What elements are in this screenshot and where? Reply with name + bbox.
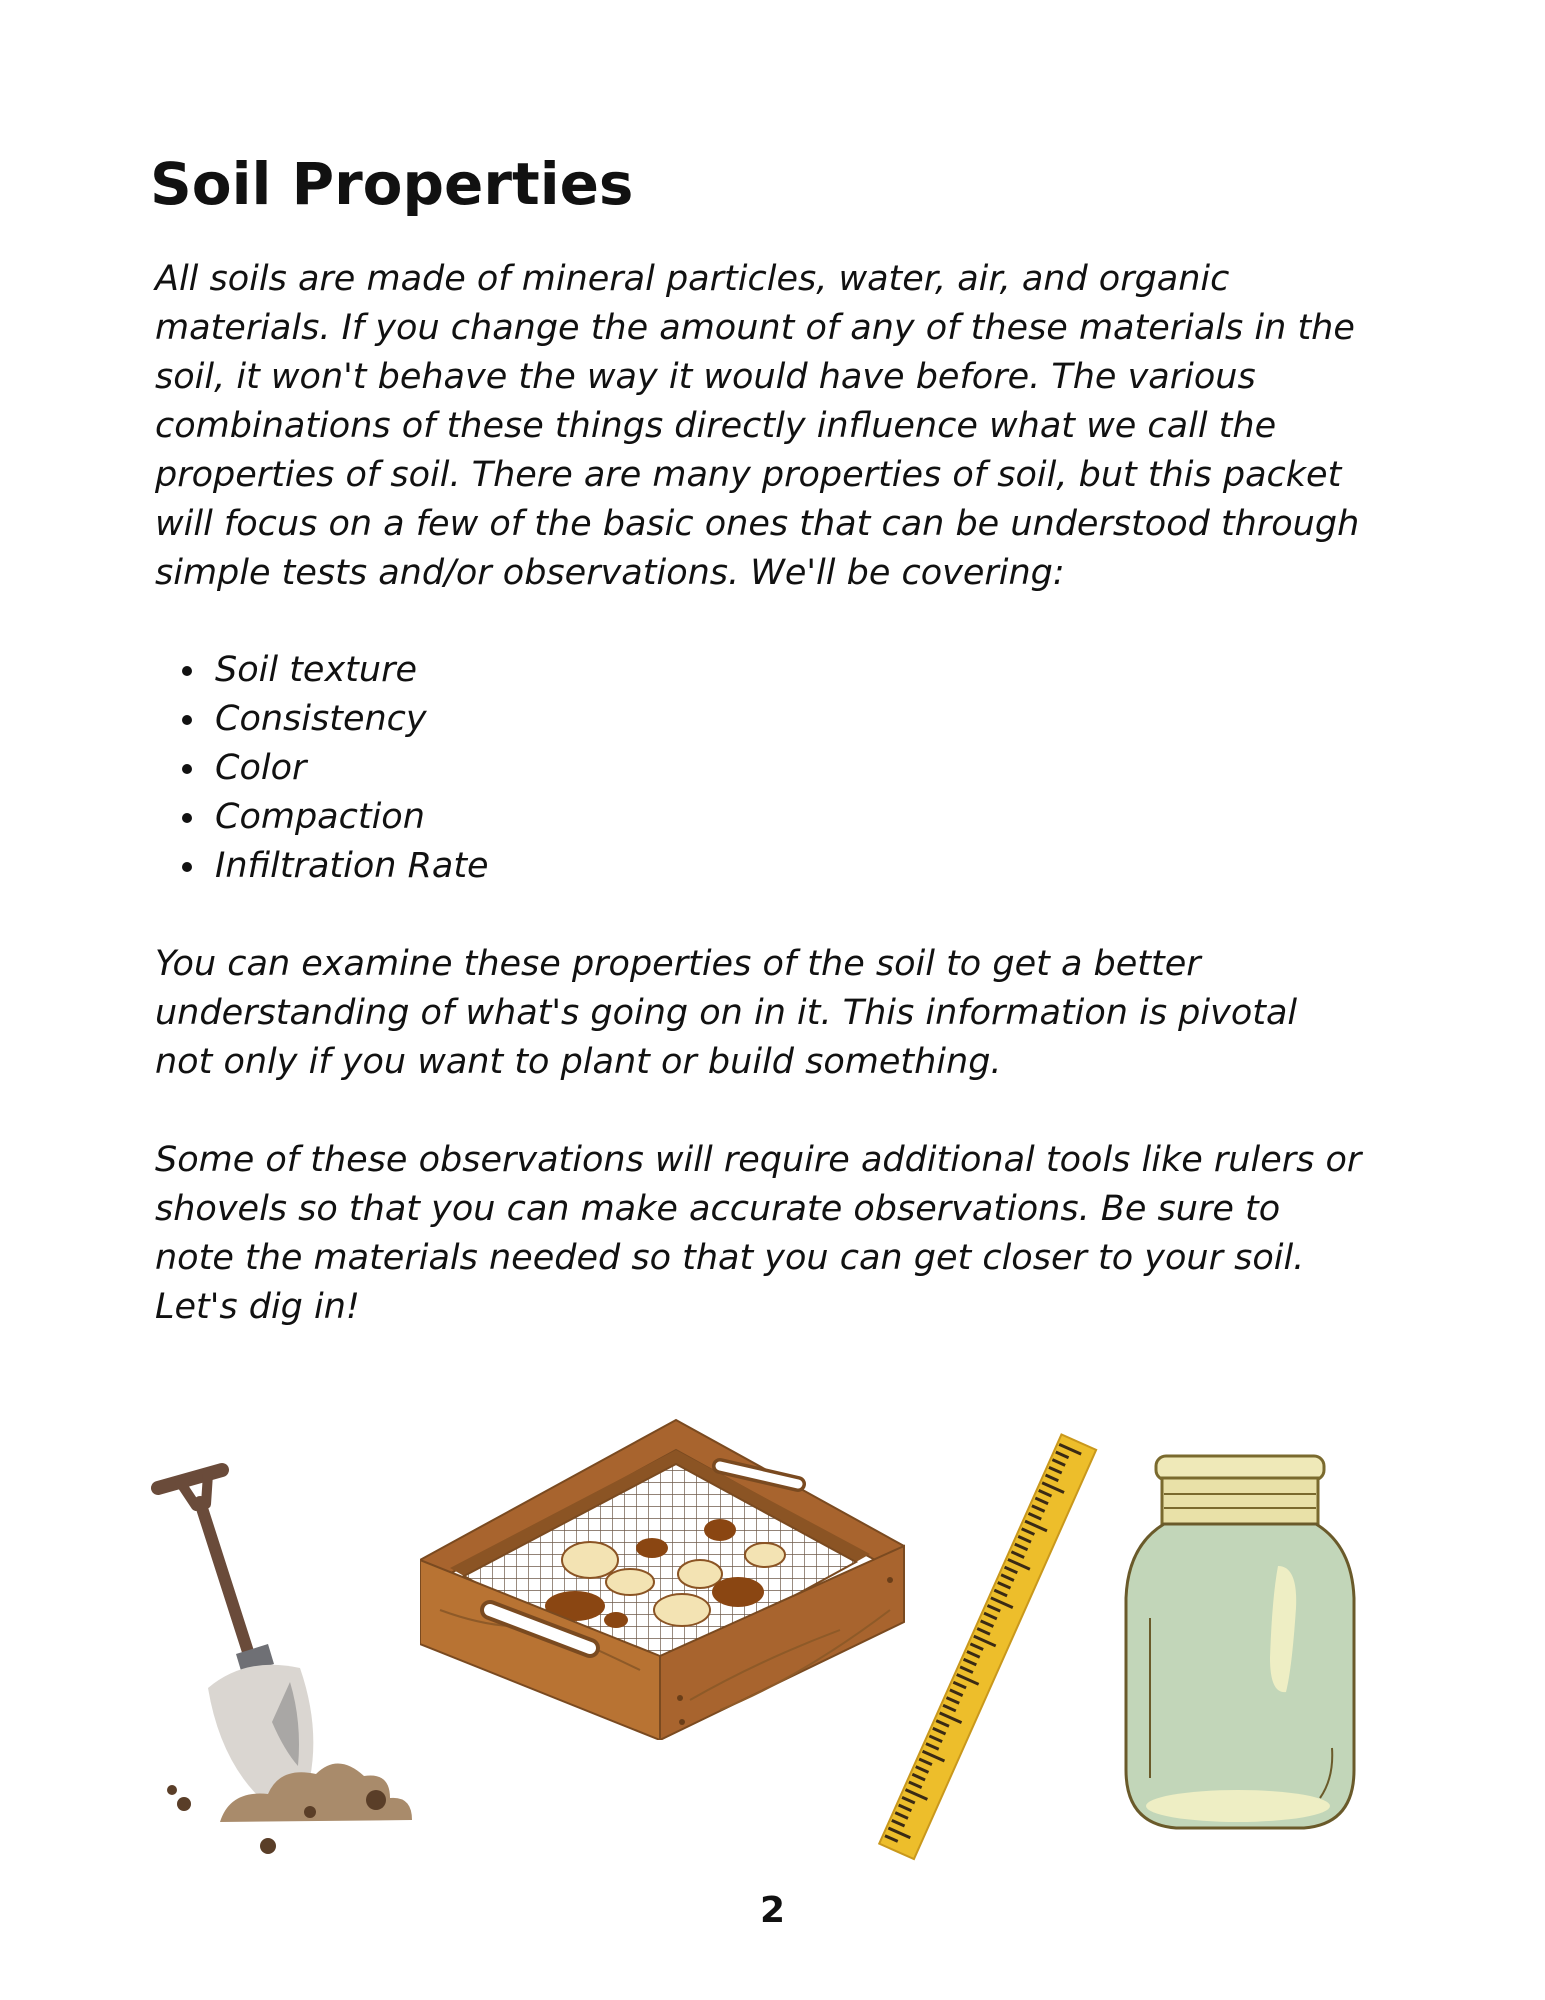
soil-sieve-icon bbox=[420, 1410, 920, 1740]
intro-paragraph: All soils are made of mineral particles, water, air, and organic materials. If you change the amount of any of these materials in the soil, it won't behave the way it would have before. The various combinations of these things directly influence what we call the properties of soil. There are many properties of soil, but this packet will focus on a few of the basic ones that can be understood through simple tests and/or observations. We'll be covering: bbox=[155, 259, 1360, 593]
list-item: Color bbox=[215, 744, 489, 793]
list-item: Consistency bbox=[215, 695, 489, 744]
properties-list bbox=[155, 646, 489, 891]
mason-jar-icon bbox=[1120, 1448, 1360, 1838]
list-item: Infiltration Rate bbox=[215, 842, 489, 891]
page-number: 2 bbox=[759, 1890, 786, 1931]
list-item: Soil texture bbox=[215, 646, 489, 695]
tools-paragraph: Some of these observations will require additional tools like rulers or shovels so that you can make accurate observations. Be sure to note the materials needed so that you can get closer to your soil. Let's dig in! bbox=[155, 1140, 1362, 1327]
page-title: Soil Properties bbox=[150, 150, 634, 218]
ruler-icon bbox=[860, 1420, 1130, 1880]
examine-paragraph: You can examine these properties of the soil to get a better understanding of what's going on in it. This information is pivotal not only if you want to plant or build something. bbox=[155, 944, 1298, 1082]
list-item: Compaction bbox=[215, 793, 489, 842]
